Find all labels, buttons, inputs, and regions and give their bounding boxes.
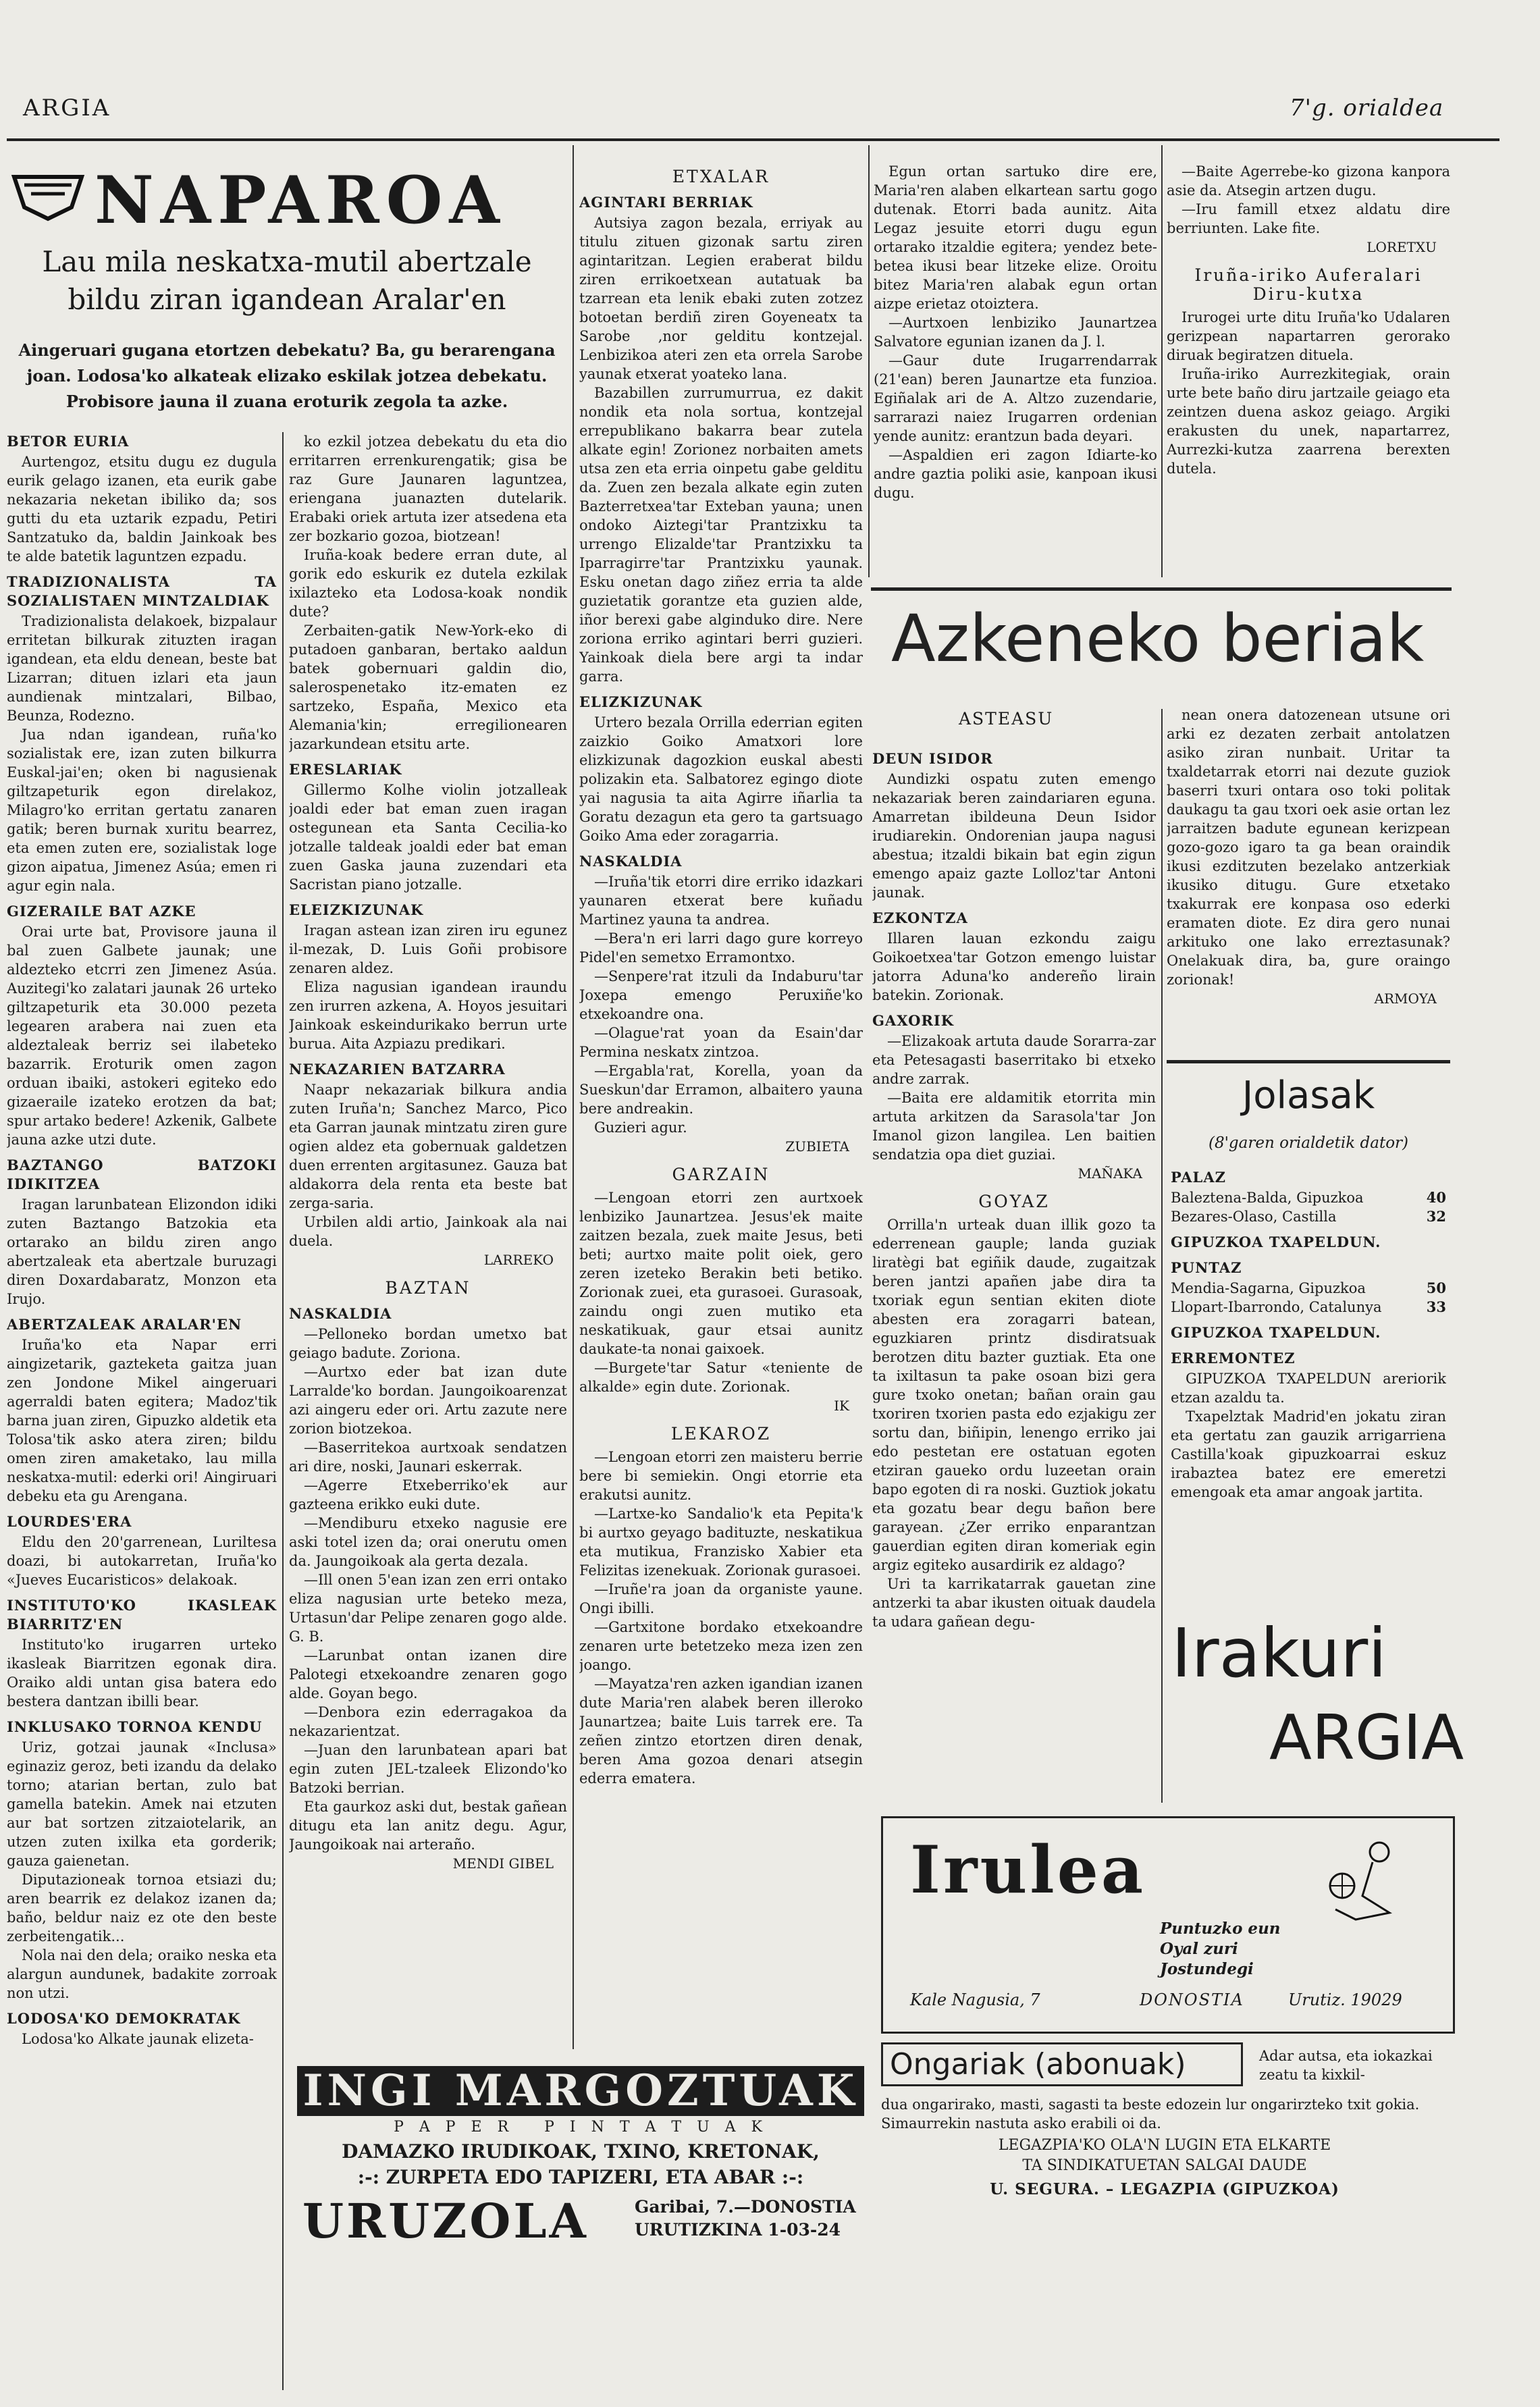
paragraph: Eldu den 20'garrenean, Luriltesa doazi, bi autokarretan, Iruña'ko «Jueves Eucaristicos» delakoak.: [7, 1534, 277, 1588]
paragraph: Zerbaiten-gatik New-York-eko di putadoen ganbaran, bertako aaldun batek gobernuari galdin dio, salerospenetako itz-ematen ez sartzeko, España, Mexico eta Alemania'kin; erregilionearen jazarkundean etsitu arte.: [289, 623, 567, 752]
score-value: 32: [1426, 1208, 1446, 1225]
jolasak-body: [1171, 1161, 1446, 1600]
azkeneko-colB: [1167, 706, 1450, 1036]
paragraph: Tradizionalista delakoek, bizpalaur erritetan bilkurak zituzten iragan igandean, eta eldu denean, beste bat Lizarran; dituen izlari eta jaun aundienak mintzalari, Bilbao, Beunza, Rodezno.: [7, 613, 277, 724]
azkeneko-colA: [872, 743, 1156, 1796]
ongariak-title: Ongariak (abonuak): [881, 2042, 1243, 2086]
paragraph: Eta gaurkoz aski dut, bestak gañean ditugu eta lan anitz degu. Agur, Jaungoikoak nai arteraño.: [289, 1799, 567, 1853]
paragraph: Irurogei urte ditu Iruña'ko Udalaren gerizpean napartarren gerorako diruak begiratzen dituela.: [1167, 309, 1450, 363]
section-heading: PALAZ: [1171, 1169, 1226, 1186]
score-team: Mendia-Sagarna, Gipuzkoa: [1171, 1280, 1366, 1296]
section-heading: INKLUSAKO TORNOA KENDU: [7, 1718, 263, 1735]
paragraph: —Baite Agerrebe-ko gizona kanpora asie da. Atsegin artzen dugu.: [1167, 163, 1450, 199]
irulea-tag3: Jostundegi: [1160, 1960, 1254, 1978]
paragraph: Iragan larunbatean Elizondon idiki zuten Baztango Batzokia eta ortarako an bildu ziren ango abertzaleak eta abertzale buruzagi diren Doxardabaratz, Monzon eta Irujo.: [7, 1196, 277, 1307]
ingi-line1: DAMAZKO IRUDIKOAK, TXINO, KRETONAK,: [342, 2140, 820, 2163]
azkeneko-title: Azkeneko beriak: [891, 601, 1425, 677]
paragraph: —Baserritekoa aurtxoak sendatzen ari dire, noski, Jaunari eskerrak.: [289, 1439, 567, 1475]
section-heading: NASKALDIA: [579, 853, 683, 870]
azkeneko-day: ASTEASU: [959, 709, 1054, 729]
ingi-address: Garibai, 7.—DONOSTIA: [635, 2197, 856, 2217]
top-rule: [7, 138, 1499, 141]
score-row: [1171, 1188, 1446, 1207]
irulea-tag2: Oyal zuri: [1160, 1940, 1238, 1958]
running-head-left: ARGIA: [23, 95, 111, 122]
paragraph: Egun ortan sartuko dire ere, Maria'ren alaben elkartean sartu gogo dutenak. Etorri bada aunitz. Aita Legaz jesuite etorri dugu egun ortarako itzaldie egitera; yendez bete-betea ikusi bear litzeke elize. Oroitu bitez Maria'ren alabak egun ortan aizpe erietaz otoiztera.: [874, 163, 1157, 312]
irulea-city: DONOSTIA: [1140, 1990, 1244, 2009]
paragraph: Bazabillen zurrumurrua, ez dakit nondik eta nola sortua, kontzejal errepublikano bakarra bear zutela alkate egin! Zorionez norbaiten amets utsa zen eta erria oinpetu gabe gelditu da. Zuen zen bezala alkate egin zuten Bazterretxea'tar Exteban yauna; unen ondoko Aiztegi'tar Prantzixku ta urrengo Elizalde'tar Prantzixku ta Iparragirre'tar Prantzixku yaunak. Esku onetan dago ziñez erria ta alde guzietatik gorantze eta guzien alde, iñor berexi gabe alginduko dire. Nere zoriona erriko agintari berri guzieri. Yainkoak diela bere argi ta indar garra.: [579, 385, 863, 685]
paragraph: —Aspaldien eri zagon Idiarte-ko andre gaztia poliki asie, kanpoan ikusi dugu.: [874, 447, 1157, 501]
paragraph: Urtero bezala Orrilla ederrian egiten zaizkio Goiko Amatxori lore elizkizunak dagozkion euskal abesti polizakin eta. Salbatorez egingo diote yai nagusia ta aita Agirre iñarlia ta Goratu dezagun eta gero ta gartsuago Goiko Ama eder zoragarria.: [579, 714, 863, 844]
ongariak-line3: U. SEGURA. – LEGAZPIA (GIPUZKOA): [990, 2180, 1339, 2198]
byline: IK: [834, 1398, 849, 1414]
paragraph: Autsiya zagon bezala, erriyak au titulu zituen gizonak sartu ziren agintaritzan. Legien eraberat bildu ziren errikoetxean autatuak ba tzarrean eta lenik ebaki zuten zotzez botoetan berdiñ ziren Goyeneatx ta Sarobe ,nor gelditu kontzejal. Lenbizikoa ateri zen eta orrela Sarobe yaunak etxerat yoateko lana.: [579, 215, 863, 382]
paragraph: Uri ta karrikatarrak gauetan zine antzerki ta abar ikusten oituak daudela ta udara gañean degu-: [872, 1576, 1156, 1630]
paragraph: —Baita ere aldamitik etorrita min artuta arkitzen da Sarasola'tar Jon Imanol gizon langilea. Len baitien sendatzia opa diet guziai.: [872, 1090, 1156, 1163]
paragraph: —Iruña'tik etorri dire erriko idazkari yaunaren etxerat bere kuñadu Martinez yauna ta andrea.: [579, 874, 863, 928]
paragraph: Iragan astean izan ziren iru egunez il-mezak, D. Luis Goñi probisore zenaren aldez.: [289, 922, 567, 976]
naparoa-title: NAPAROA: [95, 162, 506, 238]
score-row: [1171, 1207, 1446, 1226]
etxalar-col: [579, 162, 863, 2053]
paragraph: —Lengoan etorri zen aurtxoek lenbiziko Jaunartzea. Jesus'ek maite zaitzen bezala, zuek maite Jesus, beti beti; aurtxo maite polit oiek, gero zeren izeteko Berakin beti betiko. Zorionak zuei, eta gurasoei. Gurasoak, zaindu ongi zuen mutiko eta neskatikuak, gaur etsai aunitz daukate-ta nonai gaixoek.: [579, 1190, 863, 1357]
ongariak-side: Adar autsa, eta iokazkai zeatu ta kixkil-: [1259, 2048, 1433, 2083]
ingi-ad: [297, 2066, 864, 2370]
paragraph: —Iruñe'ra joan da organiste yaune. Ongi ibilli.: [579, 1581, 863, 1616]
section-heading: ERREMONTEZ: [1171, 1350, 1296, 1367]
jolasak-title: Jolasak: [1242, 1074, 1375, 1117]
paragraph: Diputazioneak tornoa etsiazi du; aren bearrik ez delakoz izanen da; baño, beldur naiz ez ote den beste zerbeitengatik...: [7, 1872, 277, 1945]
paragraph: —Denbora ezin ederragakoa da nekazarientzat.: [289, 1704, 567, 1739]
section-heading: GIZERAILE BAT AZKE: [7, 903, 196, 920]
section-heading: AGINTARI BERRIAK: [579, 194, 753, 211]
score-value: 40: [1426, 1189, 1446, 1206]
paragraph: ko ezkil jotzea debekatu du eta dio erritarren errenkurengatik; gisa be raz Gure Jaunaren laguntzea, eriengana juanazten dutelarik. Erabaki oriek artuta izer atsedena eta zer bozkario gozoa, biotzean!: [289, 433, 567, 544]
paragraph: Uriz, gotzai jaunak «Inclusa» eginaziz geroz, beti izandu da delako torno; atarian bertan, zulo bat gamella batekin. Amek nai etzuten aur bat sortzen zitzaiotelarik, an utzen zuten ixilka eta gorderik; gauza gaienetan.: [7, 1739, 277, 1869]
byline: LORETXU: [1366, 239, 1437, 255]
section-heading: ABERTZALEAK ARALAR'EN: [7, 1316, 242, 1333]
paragraph: Jua ndan igandean, ruña'ko sozialistak ere, izan zuten bilkurra Euskal-jai'en; oken bi nagusienak giltzapeturik egon direlakoz, Milagro'ko erritan gertatu zanaren gatik; beren burnak xuritu bearrez, eta emen zuten ere, sozialistak loge gizon aipatua, Jimenez Asúa; emen ri agur egin nala.: [7, 726, 277, 894]
paragraph: Naapr nekazariak bilkura andia zuten Iruña'n; Sanchez Marco, Pico eta Garran jaunak mintzatu ziren gure ogien aldez eta gobernuak galdetzen duen errenten argitasunez. Gauza bat aldakorra dela renta eta beste bat zerga-saria.: [289, 1082, 567, 1211]
section-heading: DEUN ISIDOR: [872, 750, 993, 767]
byline: LARREKO: [483, 1252, 554, 1268]
column-rule: [573, 145, 574, 2049]
paragraph: —Lartxe-ko Sandalio'k eta Pepita'k bi aurtxo geyago badituzte, neskatikua eta mutikua, Franzisko Xabier eta Felizitas izenekuak. Zorionak gurasoei.: [579, 1506, 863, 1579]
ingi-spaced: P A P E R P I N T A T U A K: [394, 2119, 768, 2136]
section-rule: [871, 587, 1452, 591]
paragraph: —Gaur dute Irugarrendarrak (21'ean) beren Jaunartze eta funzioa. Egiñalak ari de A. Altzo zuzendarie, sarrarazi naiez Irugarren ordenian yende aunitz: erantzun bada deyari.: [874, 352, 1157, 444]
paragraph: —Larunbat ontan izanen dire Palotegi etxekoandre zenaren gogo alde. Goyan bego.: [289, 1647, 567, 1701]
section-title: GOYAZ: [978, 1192, 1050, 1211]
paragraph: —Ill onen 5'ean izan zen erri ontako eliza nagusian urte beteko meza, Urtasun'dar Pelipe zenaren gogo alde. G. B.: [289, 1572, 567, 1645]
paragraph: GIPUZKOA TXAPELDUN areriorik etzan azaldu ta.: [1171, 1371, 1446, 1406]
naparoa-col2: [289, 432, 567, 2059]
ingi-brand: URUZOLA: [302, 2193, 589, 2249]
score-team: Bezares-Olaso, Castilla: [1171, 1209, 1337, 1225]
byline: ZUBIETA: [785, 1138, 849, 1155]
score-value: 33: [1426, 1298, 1446, 1315]
paragraph: —Ergabla'rat, Korella, yoan da Sueskun'dar Erramon, albaitero yauna bere andreakin.: [579, 1063, 863, 1117]
section-title: BAZTAN: [385, 1278, 471, 1298]
paragraph: —Mayatza'ren azken igandian izanen dute Maria'ren alabek beren illeroko Jaunartzea; baite Luis tarrek ere. Ta zeñen zintzo etortzen diren denak, beren Ama gozoa denari atsegin ederra ematera.: [579, 1676, 863, 1787]
paragraph: —Olague'rat yoan da Esain'dar Permina neskatx zintzoa.: [579, 1025, 863, 1060]
byline: ARMOYA: [1374, 990, 1437, 1007]
irakuri-argia: ARGIA: [1269, 1701, 1464, 1774]
paragraph: —Aurtxo eder bat izan dute Larralde'ko bordan. Jaungoikoarenzat azi aingeru eder ori. Artu zazute nere zorion biotzekoa.: [289, 1364, 567, 1437]
ingi-phone: URUTIZKINA 1-03-24: [635, 2220, 841, 2240]
paragraph: Iruña-koak bedere erran dute, al gorik edo eskurik ez dutela ezkilak ixilazteko eta Lodosa-koak nondik dute?: [289, 547, 567, 620]
col4-top: [874, 162, 1157, 574]
section-heading: NASKALDIA: [289, 1305, 392, 1322]
section-heading: GIPUZKOA TXAPELDUN.: [1171, 1324, 1381, 1341]
column-rule: [1161, 709, 1163, 1803]
section-heading: LODOSA'KO DEMOKRATAK: [7, 2010, 241, 2027]
jolasak-subtitle: (8'garen orialdetik dator): [1208, 1134, 1409, 1152]
paragraph: Txapelztak Madrid'en jokatu ziran eta gertatu zan gauzik arrigarriena Castilla'koak gipuzkoarrai eskuz irabaztea batez ere emeretzi emengoak eta amar angoak jartita.: [1171, 1408, 1446, 1500]
section-title: Iruña-iriko Auferalari Diru-kutxa: [1194, 265, 1423, 304]
section-title: GARZAIN: [672, 1165, 770, 1184]
section-heading: EZKONTZA: [872, 909, 968, 926]
paragraph: —Pelloneko bordan umetxo bat geiago badute. Zoriona.: [289, 1326, 567, 1361]
irulea-tag1: Puntuzko eun: [1160, 1920, 1281, 1938]
paragraph: Orrilla'n urteak duan illik gozo ta ederrenean gauple; landa guziak liratègi bat egiñik daude, zugaitzak beren jantzi apañen jabe dira ta txoriak egun sentian ekiten diote abesten era zoragarri batean, eguzkiaren printz disdiratsuak berotzen ditu bazter guztiak. Eta one ta ixiltasun ta pake osoan bizi gera gure txoko onetan; bañan orain gau txoriren txorien pasta edo ezjakigu zer sortu dan, biñipin, lenengo erriko jai edo pestetan ere ostatuan egoten etziran gaueko ordu luzeetan orain bapo egoten di ra noski. Guztiok jokatu eta gozatu bear degu bañon bere garayean. ¿Zer erriko enparantzan gauerdian egiten diran komeriak egin argiz egiteko ausardirik ez aldago?: [872, 1217, 1156, 1573]
byline: MAÑAKA: [1078, 1165, 1142, 1182]
section-heading: ERESLARIAK: [289, 761, 402, 778]
spinner-figure-icon: [1315, 1832, 1416, 1933]
paragraph: Urbilen aldi artio, Jainkoak ala nai duela.: [289, 1214, 567, 1249]
section-heading: ELIZKIZUNAK: [579, 693, 703, 710]
ongariak-body: dua ongarirako, masti, sagasti ta beste edozein lur ongarirzteko txit gokia. Simaurrekin nastuta asko erabili oi da.: [881, 2096, 1420, 2132]
section-heading: BAZTANGO BATZOKI IDIKITZEA: [7, 1157, 277, 1192]
irulea-address: Kale Nagusia, 7: [910, 1990, 1040, 2009]
ongariak-line1: LEGAZPIA'KO OLA'N LUGIN ETA ELKARTE: [998, 2137, 1331, 2154]
ingi-title: INGI MARGOZTUAK: [297, 2066, 864, 2116]
section-heading: NEKAZARIEN BATZARRA: [289, 1061, 506, 1078]
naparoa-headline: Lau mila neskatxa-mutil abertzale bildu ziran igandean Aralar'en: [42, 245, 532, 316]
paragraph: —Aurtxoen lenbiziko Jaunartzea Salvatore egunian izanen da J. l.: [874, 315, 1157, 350]
paragraph: Gillermo Kolhe violin jotzalleak joaldi eder bat eman zuen iragan ostegunean eta Santa Cecilia-ko jotzalle taldeak joaldi eder bat eman zuen Gaska jauna zuzendari eta Sacristan piano jotzalle.: [289, 782, 567, 893]
paragraph: Illaren lauan ezkondu zaigu Goikoetxea'tar Gotzon emengo luistar jatorra Aduna'ko andereño lirain batekin. Zorionak.: [872, 930, 1156, 1003]
naparoa-subheadline: Aingeruari gugana etortzen debekatu? Ba, gu berarengana joan. Lodosa'ko alkateak elizako eskilak jotzea debekatu. Probisore jauna il zuana eroturik zegola ta azke.: [18, 340, 556, 411]
naparoa-masthead: [7, 162, 567, 243]
paragraph: Aundizki ospatu zuten emengo nekazariak beren zaindariaren eguna. Amarretan ibildeuna Deun Isidor irudiarekin. Ondorenian jaupa nagusi abestua; itzaldi bikain bat egin zigun emengo apaiz gazte Lolloz'tar Antoni jaunak.: [872, 771, 1156, 901]
paragraph: Orai urte bat, Provisore jauna il bal zuen Galbete jaunak; une aldezteko etcrri zen Jimenez Asúa. Auzitegi'ko zalatari jaunak 26 urteko giltzapeturik eta 30.000 pezeta legearen arabera nai zuen eta aldeztaleak berriz sei ilabeteko bazarrik. Eroturik omen zagon orduan ibaiki, astokeri egiteko edo gizaeraile izateko erotzen da bat; spur artako bedere! Azkenik, Galbete jauna azke utzi dute.: [7, 924, 277, 1148]
section-heading: GAXORIK: [872, 1012, 954, 1029]
section-heading: GIPUZKOA TXAPELDUN.: [1171, 1234, 1381, 1250]
paragraph: —Gartxitone bordako etxekoandre zenaren urte betetzeko meza izen zen joango.: [579, 1619, 863, 1673]
paragraph: —Mendiburu etxeko nagusie ere aski totel izen da; orai onerutu omen da. Jaungoikoak ala gerta dezala.: [289, 1515, 567, 1569]
score-value: 50: [1426, 1279, 1446, 1296]
paragraph: Instituto'ko irugarren urteko ikasleak Biarritzen egonak dira. Oraiko aldi untan gisa batera edo bestera dantzan ibilli bear.: [7, 1637, 277, 1710]
paragraph: Nola nai den dela; oraiko neska eta alargun aundunek, badakite zorroak non utzi.: [7, 1947, 277, 2001]
paragraph: —Senpere'rat itzuli da Indaburu'tar Joxepa emengo Peruxiñe'ko etxekoandre ona.: [579, 968, 863, 1022]
ongariak-ad: [881, 2042, 1448, 2198]
region-shield-icon: [11, 170, 85, 224]
score-team: Baleztena-Balda, Gipuzkoa: [1171, 1190, 1364, 1206]
section-heading: ELEIZKIZUNAK: [289, 901, 424, 918]
naparoa-col1: [7, 425, 277, 2397]
byline: MENDI GIBEL: [452, 1855, 554, 1872]
running-head-right: 7'g. orialdea: [1290, 95, 1444, 122]
column-rule: [282, 432, 284, 2390]
paragraph: —Agerre Etxeberriko'ek aur gazteena erikko euki dute.: [289, 1477, 567, 1512]
score-team: Llopart-Ibarrondo, Catalunya: [1171, 1299, 1382, 1315]
section-rule: [1167, 1060, 1450, 1063]
irakuri-label: Irakuri: [1171, 1614, 1387, 1693]
paragraph: —Lengoan etorri zen maisteru berrie bere bi semiekin. Ongi etorrie eta erakutsi aunitz.: [579, 1449, 863, 1503]
ongariak-line2: TA SINDIKATUETAN SALGAI DAUDE: [1022, 2157, 1307, 2174]
paragraph: —Burgete'tar Satur «teniente de alkalde» egin dute. Zorionak.: [579, 1360, 863, 1395]
column-rule: [868, 145, 870, 577]
paragraph: Iruña'ko eta Napar erri aingizetarik, gazteketa gaitza juan zen Jondone Mikel aingeruari agerraldi baten egitera; Madoz'tik barna juan ziren, Gipuzko aldetik eta Tolosa'tik asko atera ziren; bildu omen ziren amaketako, lau milla neskatxa-mutil: ederki ori! Aingiruari debeku eta gu Arengana.: [7, 1337, 277, 1504]
section-heading: INSTITUTO'KO IKASLEAK BIARRITZ'EN: [7, 1597, 277, 1633]
section-heading: PUNTAZ: [1171, 1259, 1242, 1276]
paragraph: nean onera datozenean utsune ori arki ez dezaten zerbait antolatzen asiko ziran nunbait. Uritar ta txaldetarrak etorri nai dezute guziok baserri txuri ontara oso toki politak daukagu ta gau txori oek asie ortan lez jarraitzen badute egunean kerizpean gozo-gozo igaro ta ga bean oraindik ikusi ezditzuten bezelako antzerkiak ikusiko ditugu. Gure etxetako txakurrak ere konpasa oso ederki eramaten diote. Ez dira gero nunai arkituko one lako erreztasunak? Onelakuak dira, ba, gure oraingo zorionak!: [1167, 707, 1450, 988]
paragraph: Eliza nagusian igandean iraundu zen irurren azkena, A. Hoyos jesuitari Jainkoak eskeindurikako berrun urte burua. Aita Azpiazu predikari.: [289, 979, 567, 1052]
irulea-ad: [881, 1816, 1455, 2034]
ingi-line2: :-: ZURPETA EDO TAPIZERI, ETA ABAR :-:: [357, 2166, 804, 2188]
paragraph: Lodosa'ko Alkate jaunak elizeta-: [22, 2031, 254, 2047]
paragraph: —Iru famill etxez aldatu dire berriunten. Lake fite.: [1167, 201, 1450, 236]
section-heading: BETOR EURIA: [7, 433, 130, 450]
column-rule: [1161, 145, 1163, 577]
score-row: [1171, 1279, 1446, 1298]
paragraph: —Elizakoak artuta daude Sorarra-zar eta Petesagasti baserritako bi etxeko andre zarrak.: [872, 1033, 1156, 1087]
section-title: LEKAROZ: [670, 1424, 772, 1444]
paragraph: —Juan den larunbatean apari bat egin zuten JEL-tzaleek Elizondo'ko Batzoki berrian.: [289, 1742, 567, 1796]
section-heading: TRADIZIONALISTA TA SOZIALISTAEN MINTZALDIAK: [7, 573, 277, 609]
section-heading: LOURDES'ERA: [7, 1513, 132, 1530]
irulea-name: Irulea: [910, 1832, 1146, 1908]
col5-top: [1167, 162, 1450, 574]
irulea-phone: Urutiz. 19029: [1288, 1990, 1402, 2009]
paragraph: Guzieri agur.: [594, 1119, 687, 1136]
etxalar-title: ETXALAR: [672, 167, 770, 186]
score-row: [1171, 1298, 1446, 1317]
paragraph: —Bera'n eri larri dago gure korreyo Pidel'en semetxo Erramontxo.: [579, 930, 863, 966]
paragraph: Iruña-iriko Aurrezkitegiak, orain urte bete baño diru jartzaile geiago eta zeintzen duena askoz geiago. Argiki erakusten du unek, napartarrez, Aurrezki-kutza zaarrena berexten dutela.: [1167, 366, 1450, 477]
paragraph: Aurtengoz, etsitu dugu ez dugula eurik gelago izanen, eta eurik gabe nekazaria neketan ibiliko da; sos gutti du eta uztarik ezpadu, Petiri Santzatuko da, baldin Jainkoak bes te alde batetik laguntzen ezpadu.: [7, 454, 277, 564]
